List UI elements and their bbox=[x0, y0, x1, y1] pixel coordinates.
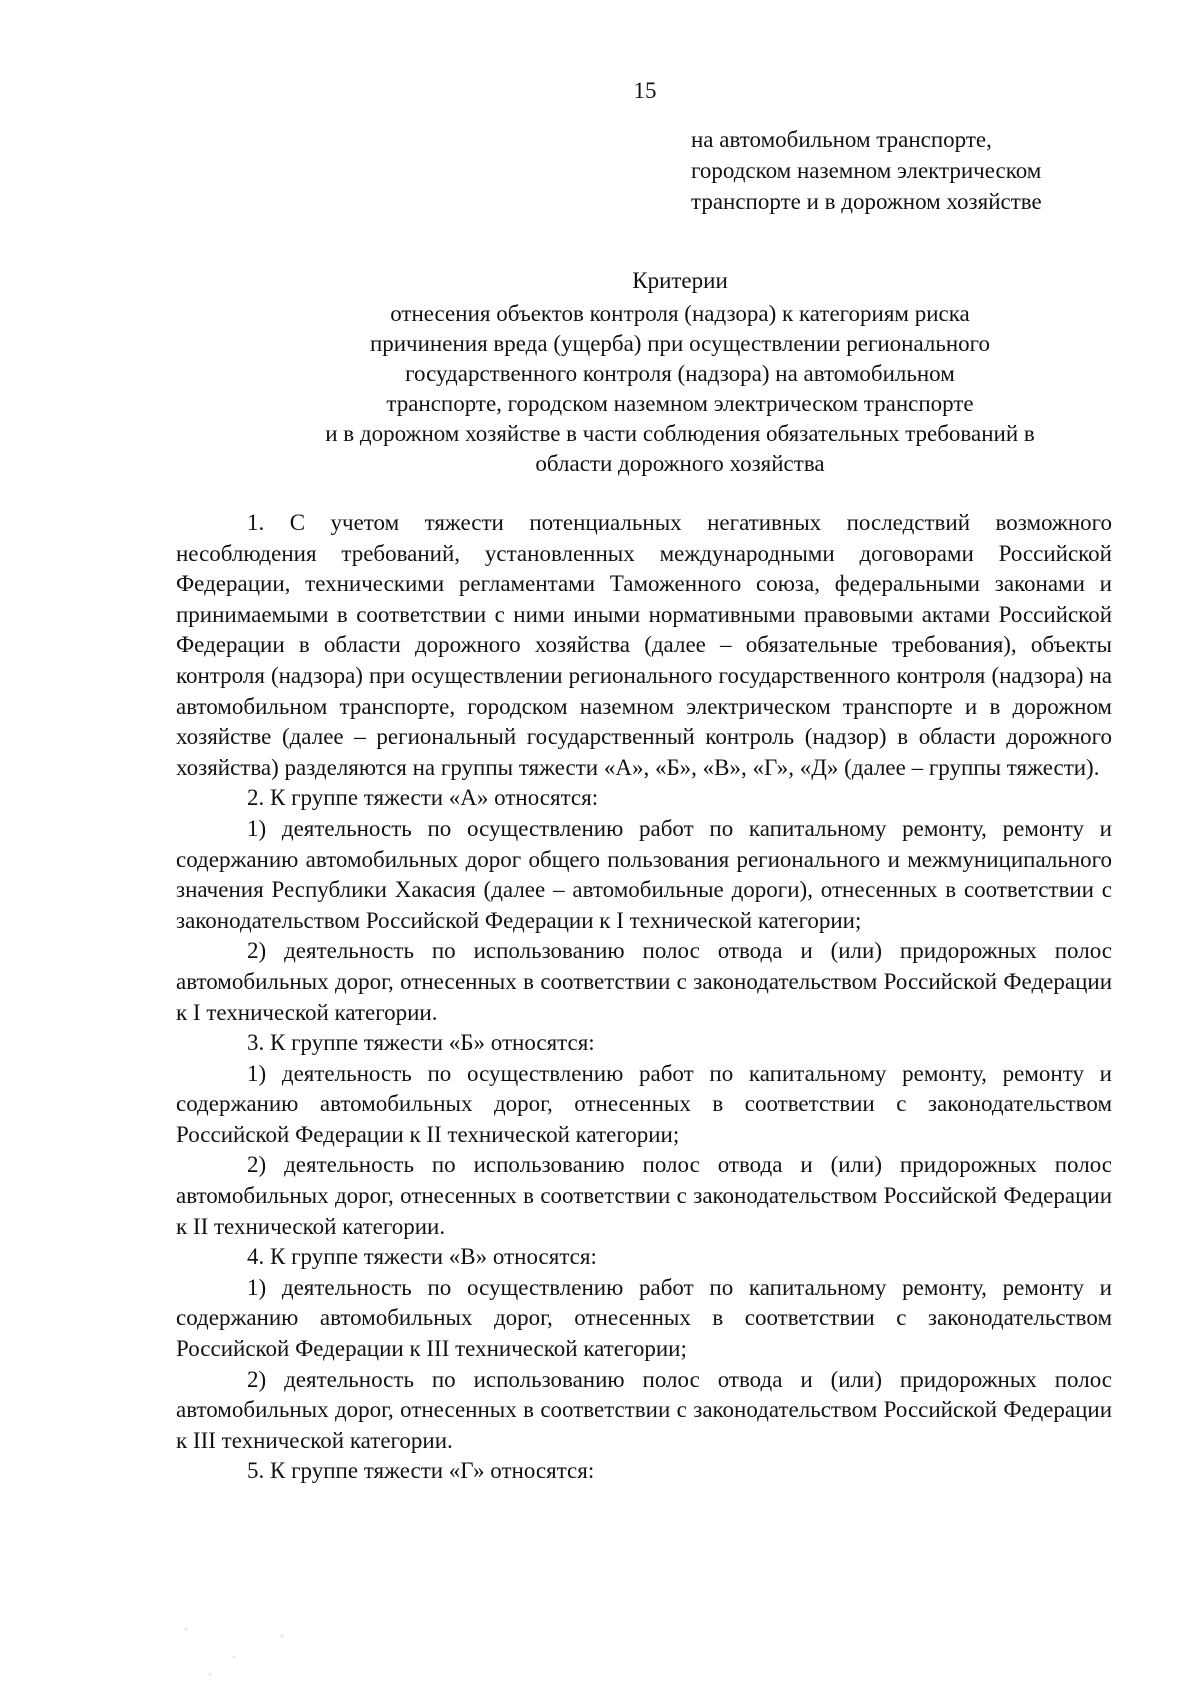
paragraph: 2) деятельность по использованию полос отвода и (или) придорожных полос автомобильных дорог, отнесенных в соответствии с законодательством Российской Федерации к I технической категории. bbox=[176, 938, 1112, 1025]
paragraph: 3. К группе тяжести «Б» относятся: bbox=[247, 1030, 595, 1056]
scan-artifact bbox=[170, 1615, 330, 1685]
paragraph: 5. К группе тяжести «Г» относятся: bbox=[247, 1458, 595, 1484]
header-line: городском наземном электрическом bbox=[691, 158, 1042, 183]
page-title: Критерии bbox=[632, 268, 728, 293]
paragraph: 1) деятельность по осуществлению работ по капитальному ремонту, ремонту и содержанию автомобильных дорог, отнесенных в соответствии с законодательством Российской Федерации к III технической категории; bbox=[176, 1274, 1112, 1362]
subtitle-line: области дорожного хозяйства bbox=[535, 451, 825, 476]
paragraph: 2) деятельность по использованию полос отвода и (или) придорожных полос автомобильных дорог, отнесенных в соответствии с законодательством Российской Федерации к II технической категории. bbox=[176, 1152, 1112, 1239]
subtitle-line: государственного контроля (надзора) на автомобильном bbox=[405, 361, 955, 386]
paragraph: 1. С учетом тяжести потенциальных негативных последствий возможного несоблюдения требований, установленных международными договорами Российской Федерации, техническими регламентами Таможенного союза, федеральными законами и принимаемыми в соответствии с ними иными нормативными правовыми актами Российской Федерации в области дорожного хозяйства (далее – обязательные требования), объекты контроля (надзора) при осуществлении регионального государственного контроля (надзора) на автомобильном транспорте, городском наземном электрическом транспорте и в дорожном хозяйстве (далее – региональный государственный контроль (надзор) в области дорожного хозяйства) разделяются на группы тяжести «А», «Б», «В», «Г», «Д» (далее – группы тяжести). bbox=[176, 510, 1112, 780]
document-body bbox=[176, 508, 1112, 1487]
paragraph: 2) деятельность по использованию полос отвода и (или) придорожных полос автомобильных дорог, отнесенных в соответствии с законодательством Российской Федерации к III технической категории. bbox=[176, 1366, 1112, 1453]
document-header bbox=[691, 124, 1042, 217]
paragraph: 1) деятельность по осуществлению работ по капитальному ремонту, ремонту и содержанию автомобильных дорог общего пользования регионального и межмуниципального значения Республики Хакасия (далее – автомобильные дороги), отнесенных в соответствии с законодательством Российской Федерации к I технической категории; bbox=[176, 815, 1112, 933]
paragraph: 2. К группе тяжести «А» относятся: bbox=[247, 785, 599, 811]
header-line: транспорте и в дорожном хозяйстве bbox=[691, 189, 1042, 214]
subtitle-line: причинения вреда (ущерба) при осуществлении регионального bbox=[369, 331, 991, 356]
header-line: на автомобильном транспорте, bbox=[691, 127, 992, 152]
page-number: 15 bbox=[633, 78, 657, 103]
paragraph: 4. К группе тяжести «В» относятся: bbox=[247, 1244, 597, 1270]
paragraph: 1) деятельность по осуществлению работ по капитальному ремонту, ремонту и содержанию автомобильных дорог, отнесенных в соответствии с законодательством Российской Федерации к II технической категории; bbox=[176, 1060, 1112, 1147]
subtitle-line: отнесения объектов контроля (надзора) к категориям риска bbox=[390, 301, 970, 326]
title-block bbox=[180, 266, 1180, 479]
subtitle-line: и в дорожном хозяйстве в части соблюдения обязательных требований в bbox=[325, 421, 1035, 446]
subtitle-line: транспорте, городском наземном электрическом транспорте bbox=[386, 391, 974, 416]
